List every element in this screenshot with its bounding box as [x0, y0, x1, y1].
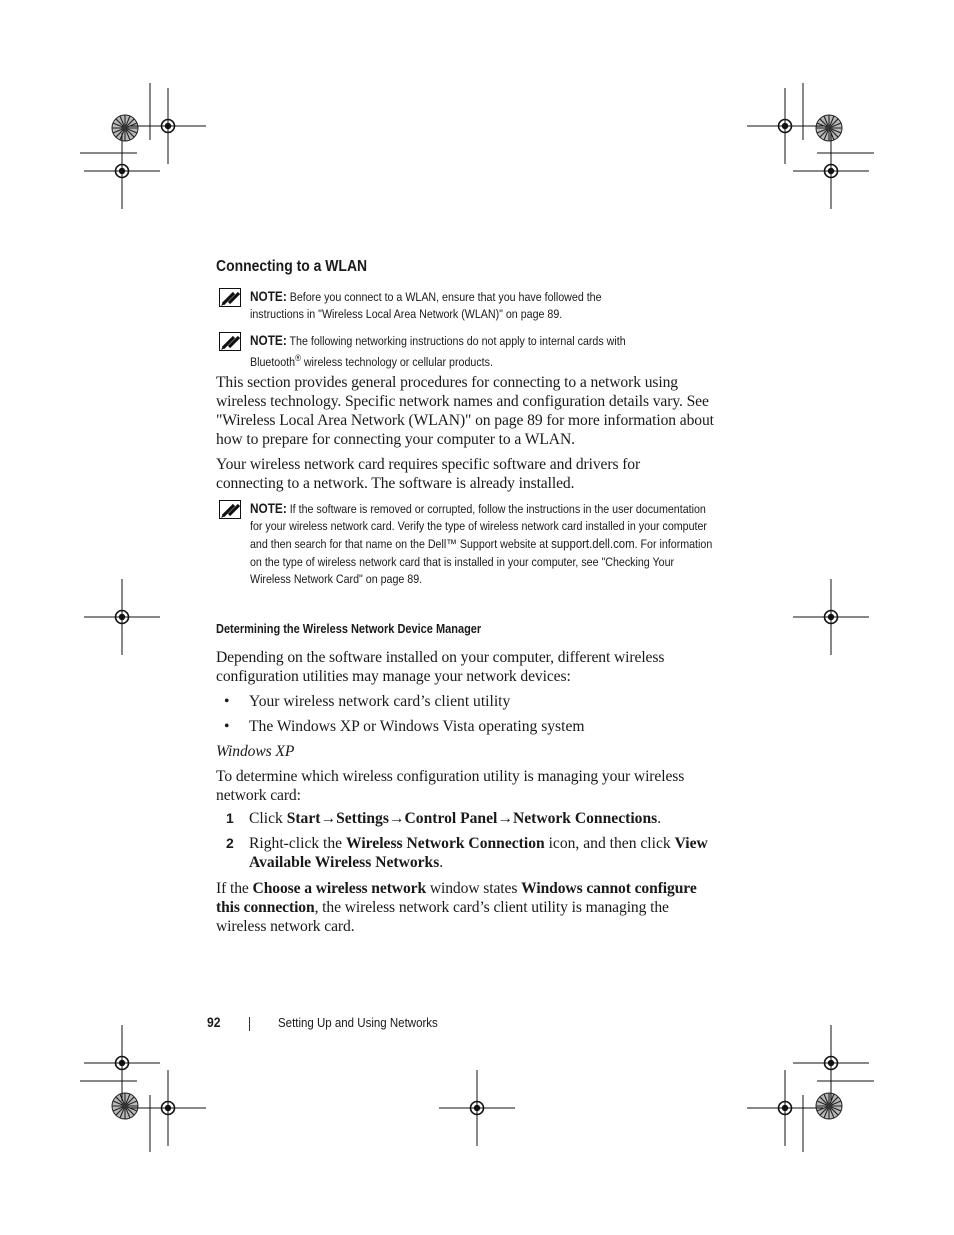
list-item: • Your wireless network card’s client utility [224, 693, 511, 710]
note-text: Bluetooth [250, 355, 296, 370]
note-label: NOTE: [250, 501, 287, 516]
os-label: Windows XP [216, 743, 295, 760]
page-number: 92 [207, 1015, 221, 1030]
note-text: wireless technology or cellular products. [300, 355, 493, 370]
note-label: NOTE: [250, 333, 287, 348]
settings-menu-path: Settings [336, 810, 389, 827]
step-number: 2 [226, 835, 234, 851]
software-paragraph: Your wireless network card requires specific software and drivers for connecting to a network. The software is already installed. [216, 456, 641, 492]
pencil-note-icon [219, 500, 241, 519]
note-bluetooth [250, 332, 705, 371]
depending-paragraph: Depending on the software installed on your computer, different wireless configuration utilities may manage your network devices: [216, 649, 665, 685]
chapter-title: Setting Up and Using Networks [278, 1016, 438, 1030]
list-item: • The Windows XP or Windows Vista operating system [224, 718, 585, 735]
footer-divider [249, 1017, 250, 1031]
section-title: Connecting to a WLAN [216, 258, 368, 275]
wireless-connection-term: Wireless Network Connection [346, 835, 545, 852]
control-panel-path: Control Panel [404, 810, 498, 827]
determine-paragraph: To determine which wireless configuration utility is managing your wireless network card: [216, 768, 685, 804]
note-text: instructions in "Wireless Local Area Network (WLAN)" on page 89. [250, 307, 563, 322]
conclusion-paragraph: If the Choose a wireless network window states Windows cannot configure this connection, the wireless network card’s client utility is managing the wireless network card. [216, 880, 697, 935]
note-text: If the software is removed or corrupted, follow the instructions in the user documentation for your wireless network card. Verify the type of wireless network card installed in your computer and then search for that name on the Dell™ Support website at [250, 502, 707, 552]
registered-mark: ® [295, 353, 301, 364]
note-text: The following networking instructions do not apply to internal cards with [289, 334, 626, 348]
pencil-note-icon [219, 332, 241, 351]
note-before-connect [250, 288, 705, 323]
step-1-text: Click Start→Settings→Control Panel→Network Connections. [249, 810, 662, 827]
note-text: . For information on the type of wireless network card that is installed in your computer, see "Checking Your Wireless Network Card" on page 89. [250, 537, 713, 586]
view-networks-term: View Available Wireless Networks [249, 835, 708, 871]
step-2-text: Right-click the Wireless Network Connection icon, and then click View Available Wireless Networks. [249, 835, 708, 871]
note-label: NOTE: [250, 289, 287, 304]
start-menu-path: Start [286, 810, 321, 827]
subsection-title: Determining the Wireless Network Device Manager [216, 622, 482, 636]
note-text: Before you connect to a WLAN, ensure that you have followed the [289, 290, 602, 304]
intro-paragraph: This section provides general procedures for connecting to a network using wireless technology. Specific network names and configuration details vary. See "Wireless Local Area Network (WLAN)" on page 89 for more information about how to prepare for connecting your computer to a WLAN. [216, 374, 714, 448]
note-software-removed [250, 500, 714, 588]
pencil-note-icon [219, 288, 241, 307]
network-connections-path: Network Connections [512, 810, 658, 827]
support-link[interactable]: support.dell.com [551, 536, 635, 552]
step-number: 1 [226, 810, 234, 826]
